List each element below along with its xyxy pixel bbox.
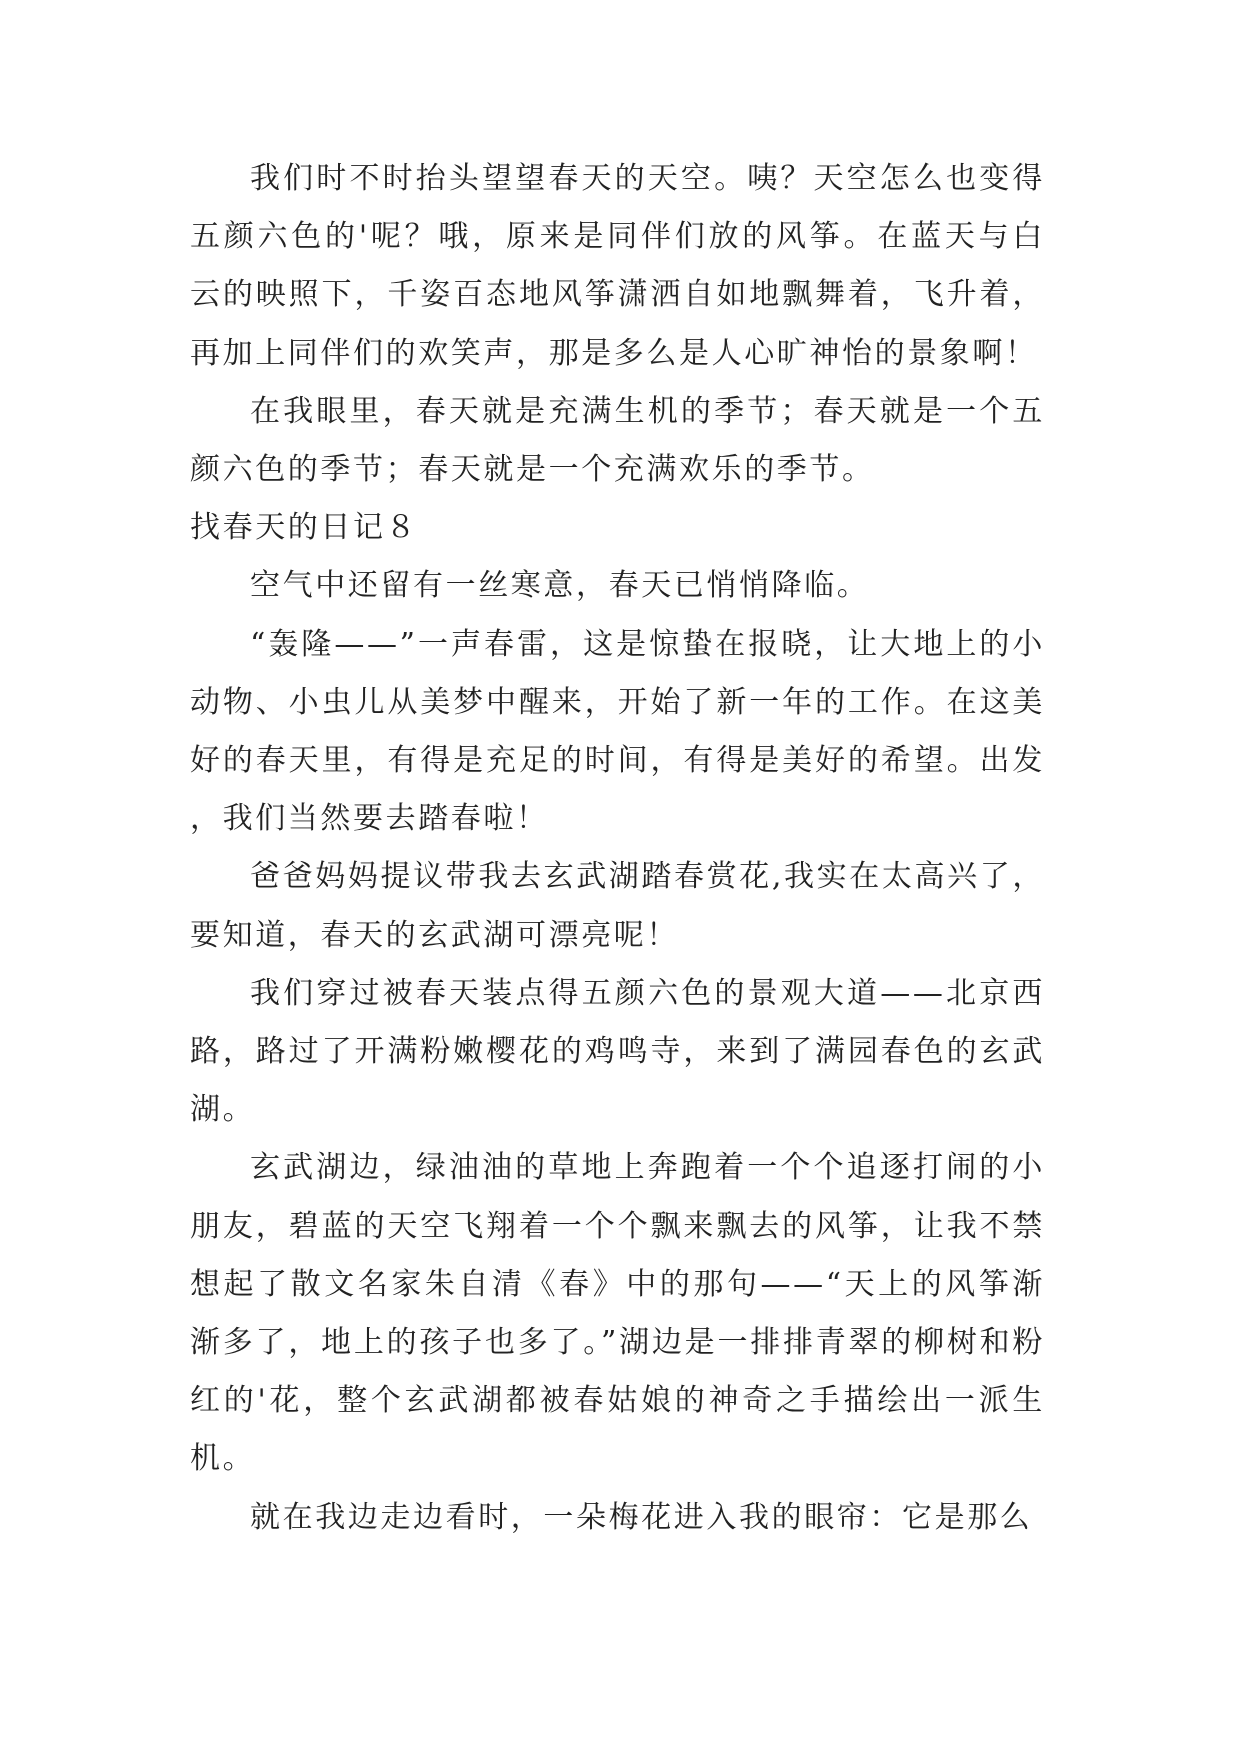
paragraph-lakeside: 玄武湖边，绿油油的草地上奔跑着一个个追逐打闹的小朋友，碧蓝的天空飞翔着一个个飘来飘去的风筝，让我不禁想起了散文名家朱自清《春》中的那句——“天上的风筝渐渐多了，地上的孩子也多了。”湖边是一排排青翠的柳树和粉红的'花，整个玄武湖都被春姑娘的神奇之手描绘出一派生机。: [190, 1150, 1045, 1477]
paragraph-thunder: “轰隆——”一声春雷，这是惊蛰在报晓，让大地上的小动物、小虫儿从美梦中醒来，开始了新一年的工作。在这美好的春天里，有得是充足的时间，有得是美好的希望。出发，我们当然要去踏春啦！: [190, 626, 1045, 837]
paragraph-chill: 空气中还留有一丝寒意，春天已悄悄降临。: [250, 568, 870, 604]
section-heading: 找春天的日记８: [190, 510, 419, 546]
paragraph-parents-proposal: 爸爸妈妈提议带我去玄武湖踏春赏花,我实在太高兴了，要知道，春天的玄武湖可漂亮呢！: [190, 859, 1045, 953]
paragraph-route: 我们穿过被春天装点得五颜六色的景观大道——北京西路，路过了开满粉嫩樱花的鸡鸣寺，来到了满园春色的玄武湖。: [190, 975, 1045, 1128]
paragraph-spring-summary: 在我眼里，春天就是充满生机的季节；春天就是一个五颜六色的季节；春天就是一个充满欢乐的季节。: [190, 393, 1045, 488]
paragraph-kites: 我们时不时抬头望望春天的天空。咦？天空怎么也变得五颜六色的'呢？哦，原来是同伴们放的风筝。在蓝天与白云的映照下，千姿百态地风筝潇洒自如地飘舞着，飞升着，再加上同伴们的欢笑声，那是多么是人心旷神怡的景象啊！: [190, 161, 1045, 371]
paragraph-plum-blossom: 就在我边走边看时，一朵梅花进入我的眼帘：它是那么: [250, 1499, 1033, 1535]
document-body: [190, 150, 1045, 1547]
